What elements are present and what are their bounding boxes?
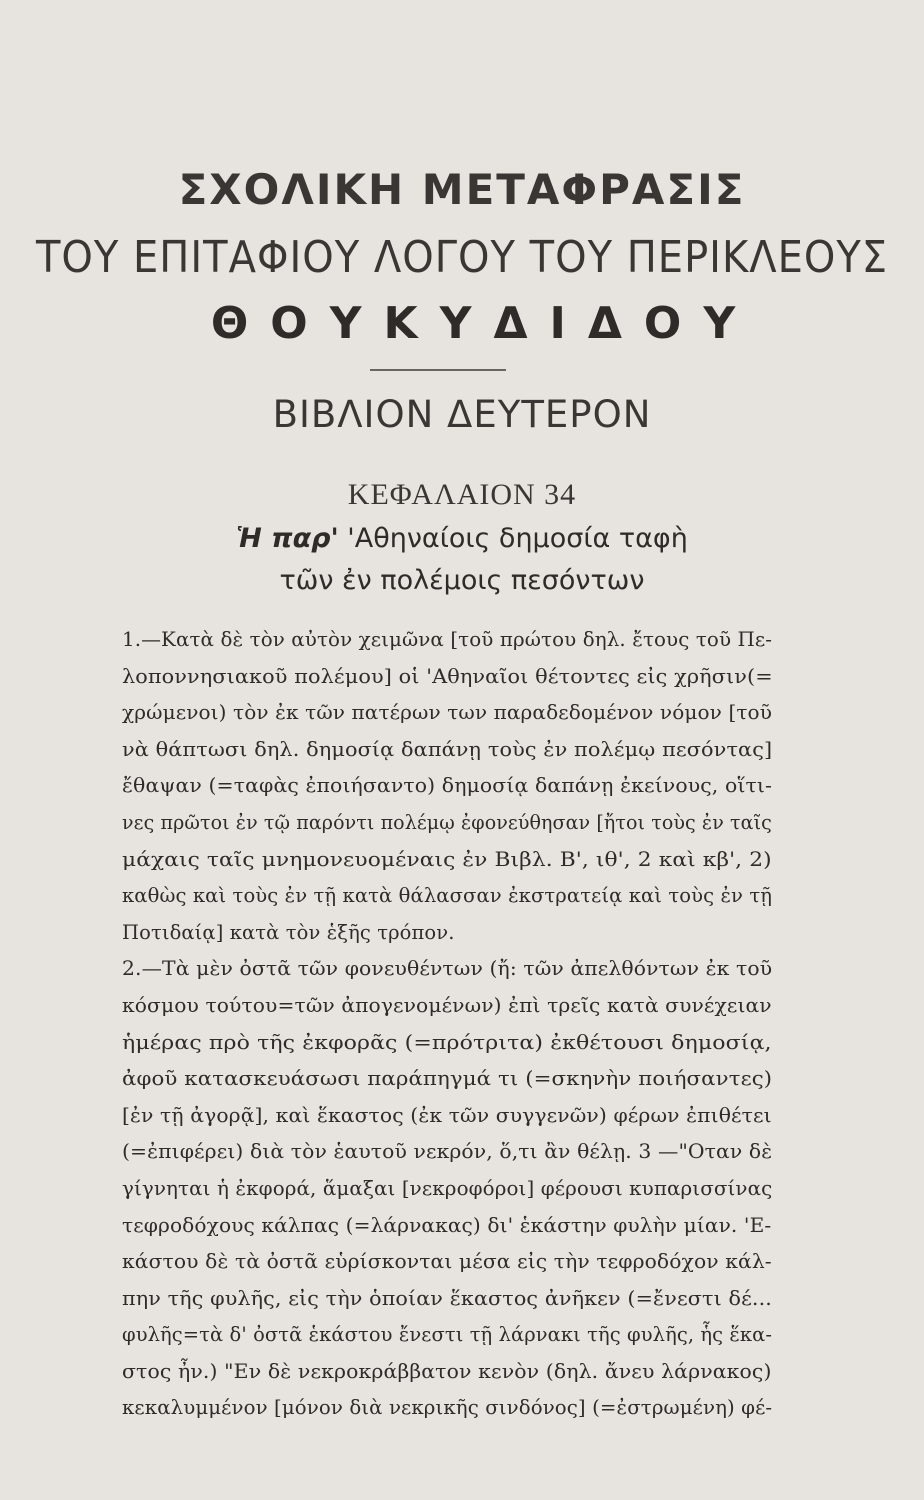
text-line: ἔθαψαν (=ταφὰς ἐποιήσαντο) δημοσίᾳ δαπάνῃ ἐκείνους, οἵτι- xyxy=(122,774,772,798)
text-line: 2.—Τὰ μὲν ὀστᾶ τῶν φονευθέντων (ἤ: τῶν ἀπελθόντων ἐκ τοῦ xyxy=(122,957,772,981)
text-line: πην τῆς φυλῆς, εἰς τὴν ὁποίαν ἕκαστος ἀνῆκεν (=ἔνεστι δέ... xyxy=(122,1286,772,1310)
text-line: 1.—Κατὰ δὲ τὸν αὐτὸν χειμῶνα [τοῦ πρώτου δηλ. ἔτους τοῦ Πε- xyxy=(122,628,772,651)
subtitle-rest: 'Αθηναίοις δημοσία ταφὴ xyxy=(338,523,688,554)
text-line: κάστου δὲ τὰ ὀστᾶ εὑρίσκονται μέσα εἰς τὴν τεφροδόχον κάλ- xyxy=(122,1250,772,1274)
text-line: μάχαις ταῖς μνημονευομέναις ἐν Βιβλ. Β', ιθ', 2 καὶ κβ', 2) xyxy=(122,847,772,871)
chapter-subtitle-line-2: τῶν ἐν πολέμοις πεσόντων xyxy=(279,565,645,596)
text-line: φυλῆς=τὰ δ' ὀστᾶ ἑκάστου ἔνεστι τῇ λάρνακι τῆς φυλῆς, ἧς ἕκα- xyxy=(122,1323,773,1347)
chapter-heading: ΚΕΦΑΛΑΙΟΝ 34 xyxy=(347,478,577,511)
author-name: ΘΟΥΚΥΔΙΔΟΥ xyxy=(210,298,758,349)
text-line: ἀφοῦ κατασκευάσωσι παράπηγμά τι (=σκηνὴν ποιήσαντες) xyxy=(122,1067,773,1091)
text-line: λοποννησιακοῦ πολέμου] οἱ 'Αθηναῖοι θέτοντες εἰς χρῆσιν(= xyxy=(122,664,773,688)
text-line: νὰ θάπτωσι δηλ. δημοσίᾳ δαπάνῃ τοὺς ἐν πολέμῳ πεσόντας] xyxy=(122,737,772,761)
chapter-subtitle-line-1 xyxy=(0,523,924,554)
text-line: Ποτιδαίᾳ] κατὰ τὸν ἑξῆς τρόπον. xyxy=(122,920,455,944)
text-line: γίγνηται ἡ ἐκφορά, ἅμαξαι [νεκροφόροι] φέρουσι κυπαρισσίνας xyxy=(122,1176,773,1200)
subtitle-prefix: Ἡ παρ' xyxy=(236,523,339,554)
title-divider xyxy=(370,369,506,371)
text-line: (=ἐπιφέρει) διὰ τὸν ἑαυτοῦ νεκρόν, ὅ,τι ἂν θέλῃ. 3 —"Οταν δὲ xyxy=(122,1140,773,1164)
text-line: ἡμέρας πρὸ τῆς ἐκφορᾶς (=πρότριτα) ἐκθέτουσι δημοσίᾳ, xyxy=(122,1030,772,1054)
text-line: κεκαλυμμένον [μόνον διὰ νεκρικῆς σινδόνος] (=ἐστρωμένη) φέ- xyxy=(122,1396,772,1420)
text-line: καθὼς καὶ τοὺς ἐν τῇ κατὰ θάλασσαν ἐκστρατείᾳ καὶ τοὺς ἐν τῇ xyxy=(122,884,773,908)
text-line: νες πρῶτοι ἐν τῷ παρόντι πολέμῳ ἐφονεύθησαν [ἤτοι τοὺς ἐν ταῖς xyxy=(122,810,772,834)
text-line: χρώμενοι) τὸν ἐκ τῶν πατέρων των παραδεδομένον νόμον [τοῦ xyxy=(122,701,772,725)
text-line: τεφροδόχους κάλπας (=λάρνακας) δι' ἑκάστην φυλὴν μίαν. 'Ε- xyxy=(122,1213,772,1237)
text-line: [ἐν τῇ ἀγορᾷ], καὶ ἕκαστος (ἐκ τῶν συγγενῶν) φέρων ἐπιθέτει xyxy=(122,1103,772,1127)
text-line: στος ἦν.) "Εν δὲ νεκροκράββατον κενὸν (δηλ. ἄνευ λάρνακος) xyxy=(122,1359,772,1383)
body-text xyxy=(122,622,772,1427)
book-heading: ΒΙΒΛΙΟΝ ΔΕΥΤΕΡΟΝ xyxy=(272,393,652,436)
title-line-1: ΣΧΟΛΙΚΗ ΜΕΤΑΦΡΑΣΙΣ xyxy=(178,165,746,214)
text-line: κόσμου τούτου=τῶν ἀπογενομένων) ἐπὶ τρεῖς κατὰ συνέχειαν xyxy=(122,993,772,1017)
title-line-2: ΤΟΥ ΕΠΙΤΑΦΙΟΥ ΛΟΓΟΥ ΤΟΥ ΠΕΡΙΚΛΕΟΥΣ xyxy=(35,233,889,283)
